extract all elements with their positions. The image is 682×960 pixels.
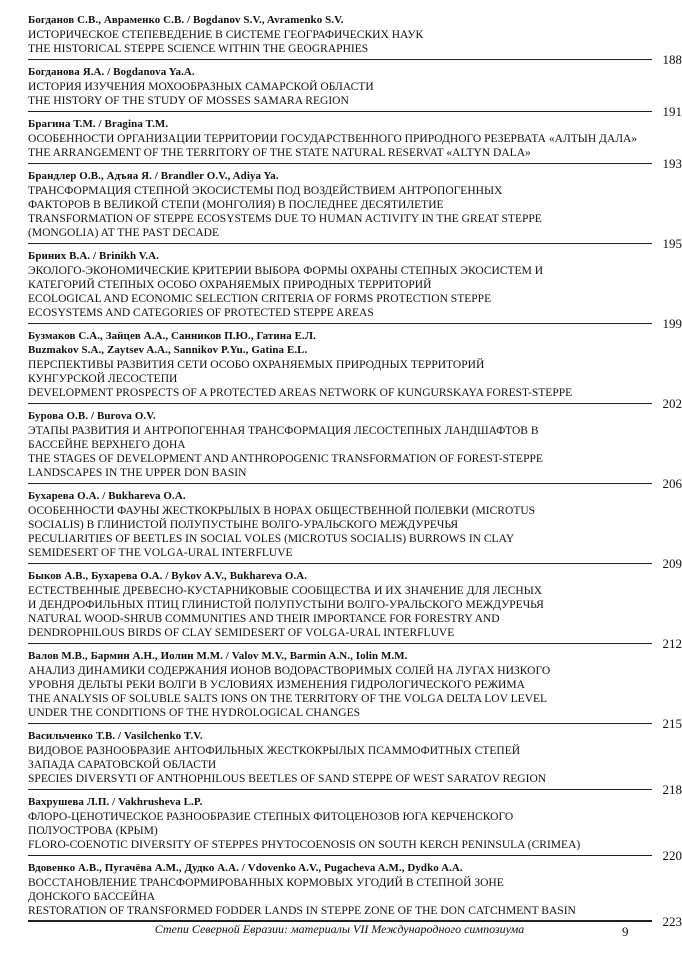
entry-authors: Быков А.В., Бухарева О.А. / Bykov A.V., Bukhareva O.A. (28, 570, 308, 582)
entry-authors: Бурова О.В. / Burova O.V. (28, 410, 156, 422)
entry-title-line: RESTORATION OF TRANSFORMED FODDER LANDS IN STEPPE ZONE OF THE DON CATCHMENT BASIN (28, 904, 576, 917)
toc-entry (28, 404, 682, 491)
entry-authors: Васильченко Т.В. / Vasilchenko T.V. (28, 730, 203, 742)
footer-rule (28, 920, 652, 921)
entry-title-line: ИСТОРИЧЕСКОЕ СТЕПЕВЕДЕНИЕ В СИСТЕМЕ ГЕОГРАФИЧЕСКИХ НАУК (28, 28, 424, 41)
page-number: 9 (622, 924, 629, 939)
entry-title-line: УРОВНЯ ДЕЛЬТЫ РЕКИ ВОЛГИ В УСЛОВИЯХ ИЗМЕНЕНИЯ ГИДРОЛОГИЧЕСКОГО РЕЖИМА (28, 678, 525, 691)
entry-title-line: PECULIARITIES OF BEETLES IN SOCIAL VOLES (MICROTUS SOCIALIS) BURROWS IN CLAY (28, 532, 515, 545)
entry-page-number: 209 (662, 556, 682, 571)
entry-title-line: ВИДОВОЕ РАЗНООБРАЗИЕ АНТОФИЛЬНЫХ ЖЕСТКОКРЫЛЫХ ПСАММОФИТНЫХ СТЕПЕЙ (28, 744, 521, 757)
toc-entry (28, 112, 682, 171)
entry-authors: Богданова Я.А. / Bogdanova Ya.A. (28, 66, 195, 78)
toc-entry (28, 564, 682, 651)
entry-title-line: LANDSCAPES IN THE UPPER DON BASIN (28, 466, 247, 479)
entry-title-line: SPECIES DIVERSYTI OF ANTHOPHILOUS BEETLES OF SAND STEPPE OF WEST SARATOV REGION (28, 772, 547, 785)
entry-title-line: ДОНСКОГО БАССЕЙНА (28, 890, 156, 903)
entry-page-number: 212 (662, 636, 682, 651)
entry-title-line: АНАЛИЗ ДИНАМИКИ СОДЕРЖАНИЯ ИОНОВ ВОДОРАСТВОРИМЫХ СОЛЕЙ НА ЛУГАХ НИЗКОГО (28, 664, 551, 677)
entry-title-line: NATURAL WOOD-SHRUB COMMUNITIES AND THEIR IMPORTANCE FOR FORESTRY AND (28, 612, 500, 625)
entry-title-line: (MONGOLIA) AT THE PAST DECADE (28, 226, 220, 239)
toc-entry (28, 790, 682, 863)
toc-entry (28, 644, 682, 731)
entry-page-number: 206 (662, 476, 682, 491)
entry-page-number: 195 (662, 236, 682, 251)
entry-title-line: FLORO-COENOTIC DIVERSITY OF STEPPES PHYTOCOENOSIS ON SOUTH KERCH PENINSULA (CRIMEA) (28, 838, 581, 851)
entry-page-number: 191 (662, 104, 682, 119)
entry-page-number: 188 (662, 52, 682, 67)
footer-title: Степи Северной Евразии: материалы VII Международного симпозиума (154, 922, 525, 936)
entry-title-line: ТРАНСФОРМАЦИЯ СТЕПНОЙ ЭКОСИСТЕМЫ ПОД ВОЗДЕЙСТВИЕМ АНТРОПОГЕННЫХ (28, 184, 503, 197)
entry-page-number: 223 (662, 914, 682, 929)
entry-title-line: ФЛОРО-ЦЕНОТИЧЕСКОЕ РАЗНООБРАЗИЕ СТЕПНЫХ ФИТОЦЕНОЗОВ ЮГА КЕРЧЕНСКОГО (28, 810, 514, 823)
entry-authors: Брагина Т.М. / Bragina T.M. (28, 118, 169, 130)
toc-entry (28, 244, 682, 331)
toc-entry (28, 60, 682, 119)
entry-title-line: THE HISTORY OF THE STUDY OF MOSSES SAMARA REGION (28, 94, 349, 107)
toc-entry (28, 724, 682, 797)
entry-page-number: 218 (662, 782, 682, 797)
entry-title-line: ФАКТОРОВ В ВЕЛИКОЙ СТЕПИ (МОНГОЛИЯ) В ПОСЛЕДНЕЕ ДЕСЯТИЛЕТИЕ (28, 198, 444, 211)
entry-authors: Валов М.В., Бармин А.Н., Иолин М.М. / Valov M.V., Barmin A.N., Iolin M.M. (28, 650, 408, 662)
entry-title-line: TRANSFORMATION OF STEPPE ECOSYSTEMS DUE TO HUMAN ACTIVITY IN THE GREAT STEPPE (28, 212, 542, 225)
entry-page-number: 193 (662, 156, 682, 171)
toc-entry (28, 484, 682, 571)
entry-page-number: 220 (662, 848, 682, 863)
entry-title-line: ОСОБЕННОСТИ ОРГАНИЗАЦИИ ТЕРРИТОРИИ ГОСУДАРСТВЕННОГО ПРИРОДНОГО РЕЗЕРВАТА «АЛТЫН ДАЛА» (28, 132, 638, 145)
entry-title-line: ECOSYSTEMS AND CATEGORIES OF PROTECTED STEPPE AREAS (28, 306, 374, 319)
entry-title-line: ЭКОЛОГО-ЭКОНОМИЧЕСКИЕ КРИТЕРИИ ВЫБОРА ФОРМЫ ОХРАНЫ СТЕПНЫХ ЭКОСИСТЕМ И (28, 264, 544, 277)
entry-title-line: DEVELOPMENT PROSPECTS OF A PROTECTED AREAS NETWORK OF KUNGURSKAYA FOREST-STEPPE (28, 386, 573, 399)
entry-title-line: ЕСТЕСТВЕННЫЕ ДРЕВЕСНО-КУСТАРНИКОВЫЕ СООБЩЕСТВА И ИХ ЗНАЧЕНИЕ ДЛЯ ЛЕСНЫХ (28, 584, 543, 597)
entry-title-line: THE STAGES OF DEVELOPMENT AND ANTHROPOGENIC TRANSFORMATION OF FOREST-STEPPE (28, 452, 543, 465)
entry-title-line: ЭТАПЫ РАЗВИТИЯ И АНТРОПОГЕННАЯ ТРАНСФОРМАЦИЯ ЛЕСОСТЕПНЫХ ЛАНДШАФТОВ В (28, 424, 539, 437)
entry-title-line: ОСОБЕННОСТИ ФАУНЫ ЖЕСТКОКРЫЛЫХ В НОРАХ ОБЩЕСТВЕННОЙ ПОЛЕВКИ (MICROTUS (28, 504, 536, 517)
entry-authors-latin: Buzmakov S.A., Zaytsev A.A., Sannikov P.Yu., Gatina E.L. (28, 344, 308, 356)
entry-title-line: THE HISTORICAL STEPPE SCIENCE WITHIN THE GEOGRAPHIES (28, 42, 369, 55)
entry-title-line: THE ARRANGEMENT OF THE TERRITORY OF THE STATE NATURAL RESERVAT «ALTYN DALA» (28, 146, 531, 159)
entry-title-line: И ДЕНДРОФИЛЬНЫХ ПТИЦ ГЛИНИСТОЙ ПОЛУПУСТЫНИ ВОЛГО-УРАЛЬСКОГО МЕЖДУРЕЧЬЯ (28, 598, 544, 611)
entry-title-line: КАТЕГОРИЙ СТЕПНЫХ ОСОБО ОХРАНЯЕМЫХ ПРИРОДНЫХ ТЕРРИТОРИЙ (28, 278, 432, 291)
entry-authors: Бузмаков С.А., Зайцев А.А., Санников П.Ю., Гатина Е.Л. (28, 330, 316, 342)
entry-title-line: THE ANALYSIS OF SOLUBLE SALTS IONS ON THE TERRITORY OF THE VOLGA DELTA LOV LEVEL (28, 692, 548, 705)
entry-authors: Богданов С.В., Авраменко С.В. / Bogdanov S.V., Avramenko S.V. (28, 14, 344, 26)
entry-title-line: КУНГУРСКОЙ ЛЕСОСТЕПИ (28, 372, 178, 385)
toc-entry (28, 14, 682, 67)
entry-title-line: БАССЕЙНЕ ВЕРХНЕГО ДОНА (28, 438, 186, 451)
toc-entry (28, 164, 682, 251)
entry-page-number: 215 (662, 716, 682, 731)
entry-title-line: ПЕРСПЕКТИВЫ РАЗВИТИЯ СЕТИ ОСОБО ОХРАНЯЕМЫХ ПРИРОДНЫХ ТЕРРИТОРИЙ (28, 358, 485, 371)
entry-title-line: ИСТОРИЯ ИЗУЧЕНИЯ МОХООБРАЗНЫХ САМАРСКОЙ ОБЛАСТИ (28, 80, 374, 93)
entry-page-number: 202 (662, 396, 682, 411)
entry-title-line: ЗАПАДА САРАТОВСКОЙ ОБЛАСТИ (28, 758, 217, 771)
entry-title-line: ПОЛУОСТРОВА (КРЫМ) (28, 824, 158, 837)
entry-title-line: SOCIALIS) В ГЛИНИСТОЙ ПОЛУПУСТЫНЕ ВОЛГО-УРАЛЬСКОГО МЕЖДУРЕЧЬЯ (28, 518, 459, 531)
entry-title-line: ВОССТАНОВЛЕНИЕ ТРАНСФОРМИРОВАННЫХ КОРМОВЫХ УГОДИЙ В СТЕПНОЙ ЗОНЕ (28, 876, 504, 889)
entry-authors: Бриних В.А. / Brinikh V.A. (28, 250, 160, 262)
entry-authors: Брандлер О.В., Адъяа Я. / Brandler O.V., Adiya Ya. (28, 170, 279, 182)
toc-entry (28, 324, 682, 411)
entry-title-line: UNDER THE CONDITIONS OF THE HYDROLOGICAL CHANGES (28, 706, 361, 719)
entry-title-line: SEMIDESERT OF THE VOLGA-URAL INTERFLUVE (28, 546, 293, 559)
entry-page-number: 199 (662, 316, 682, 331)
entry-authors: Вдовенко А.В., Пугачёва А.М., Дудко А.А. / Vdovenko A.V., Pugacheva A.M., Dydko A.A. (28, 862, 463, 874)
entry-authors: Вахрушева Л.П. / Vakhrusheva L.P. (28, 796, 203, 808)
entry-authors: Бухарева О.А. / Bukhareva O.A. (28, 490, 186, 502)
entry-title-line: DENDROPHILOUS BIRDS OF CLAY SEMIDESERT OF VOLGA-URAL INTERFLUVE (28, 626, 455, 639)
entry-title-line: ECOLOGICAL AND ECONOMIC SELECTION CRITERIA OF FORMS PROTECTION STEPPE (28, 292, 492, 305)
